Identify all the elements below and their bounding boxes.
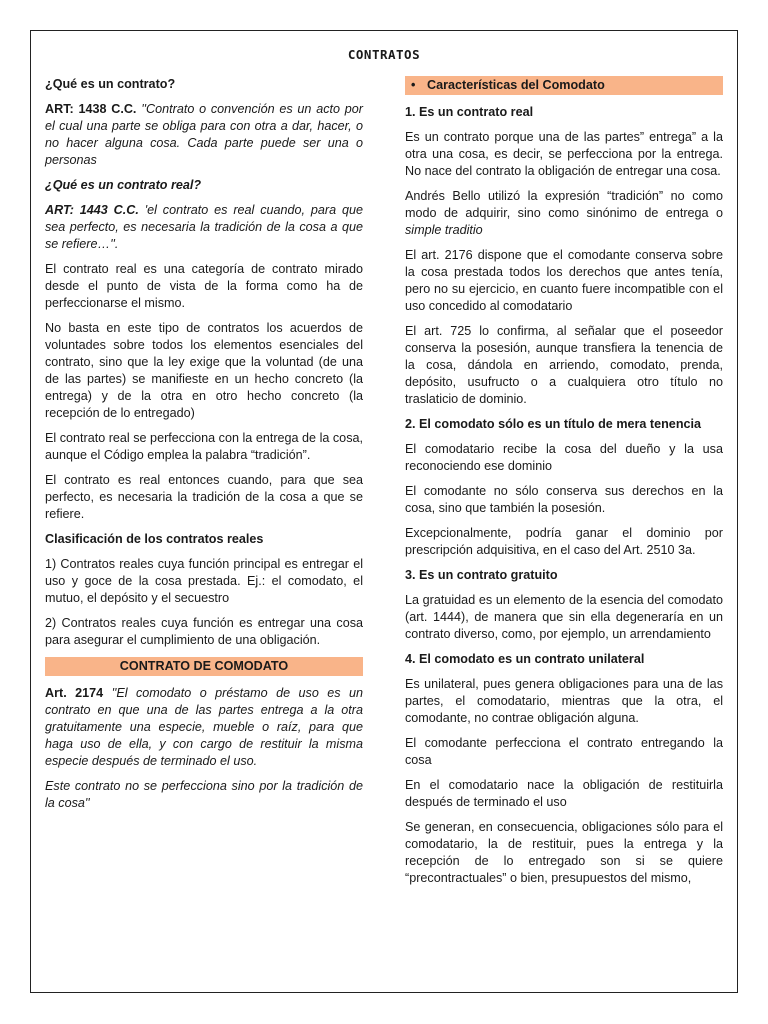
classification-heading: Clasificación de los contratos reales (45, 532, 264, 546)
characteristics-banner-label: Características del Comodato (427, 78, 605, 92)
paragraph-real-contract-category: El contrato real es una categoría de contrato mirado desde el punto de vista de la forma como ha de perfeccionarse el mismo. (45, 262, 363, 310)
characteristic-2-heading: 2. El comodato sólo es un título de mera tenencia (405, 417, 702, 431)
classification-item-2: 2) Contratos reales cuya función es entregar una cosa para asegurar el cumplimiento de una obligación. (45, 616, 363, 647)
characteristic-4-paragraph-4: Se generan, en consecuencia, obligaciones sólo para el comodatario, la de restituir, pues la entrega y la recepción de lo entregado son si se quiere “precontractuales” o bien, presupuestos del mismo, (405, 820, 723, 885)
comodato-banner: CONTRATO DE COMODATO (45, 657, 363, 676)
characteristics-banner (405, 76, 723, 95)
paragraph-perfection: El contrato real se perfecciona con la entrega de la cosa, aunque el Código emplea la palabra “tradición”. (45, 431, 363, 462)
question-what-is-contract: ¿Qué es un contrato? (45, 77, 176, 91)
characteristic-1-paragraph-3: El art. 2176 dispone que el comodante conserva sobre la cosa prestada todos los derechos que antes tenía, pero no su ejercicio, en cuanto fuere incompatible con el uso concedido al comodatario (405, 248, 723, 313)
characteristic-4-paragraph-2: El comodante perfecciona el contrato entregando la cosa (405, 736, 723, 767)
characteristic-1-paragraph-2 (405, 188, 723, 239)
characteristic-1-paragraph-2-italic: simple traditio (405, 223, 483, 237)
characteristic-2-paragraph-2: El comodante no sólo conserva sus derechos en la cosa, sino que también la posesión. (405, 484, 723, 515)
article-1438-text: ''Contrato o convención es un acto por el cual una parte se obliga para con otra a dar, hacer, o no hacer alguna cosa. Cada parte puede ser una o personas (45, 102, 363, 167)
characteristic-4-heading: 4. El comodato es un contrato unilateral (405, 652, 645, 666)
article-1443 (45, 202, 363, 253)
characteristic-1-paragraph-1: Es un contrato porque una de las partes” entrega” a la otra una cosa, es decir, se perfecciona por la entrega. No nace del contrato la obligación de entregar una cosa. (405, 130, 723, 178)
article-2174 (45, 685, 363, 770)
article-1438-ref: ART: 1438 C.C. (45, 102, 137, 116)
document-title: CONTRATOS (347, 47, 421, 62)
paragraph-agreements: No basta en este tipo de contratos los acuerdos de voluntades sobre todos los elementos esenciales del contrato, sino que la ley exige que la voluntad (de una de las partes) se manifieste en un hecho concreto (la entrega) y de la otra en otro hecho concreto (la recepción de lo entregado) (45, 321, 363, 420)
classification-item-1: 1) Contratos reales cuya función principal es entregar el uso y goce de la cosa prestada. Ej.: el comodato, el mutuo, el depósito y el secuestro (45, 557, 363, 605)
article-1443-ref: ART: 1443 C.C. (45, 203, 139, 217)
characteristic-2-paragraph-3: Excepcionalmente, podría ganar el dominio por prescripción adquisitiva, en el caso del Art. 2510 3a. (405, 526, 723, 557)
bullet-icon: • (411, 78, 416, 92)
article-2174-text: ''El comodato o préstamo de uso es un contrato en que una de las partes entrega a la otra gratuitamente una especie, mueble o raíz, para que haga uso de ella, y con cargo de restituir la misma especie después de terminado el uso. (45, 686, 363, 768)
characteristic-2-paragraph-1: El comodatario recibe la cosa del dueño y la usa reconociendo ese dominio (405, 442, 723, 473)
article-1438 (45, 101, 363, 169)
paragraph-real-definition: El contrato es real entonces cuando, para que sea perfecto, es necesaria la tradición de la cosa a que se refiere. (45, 473, 363, 521)
characteristic-4-paragraph-3: En el comodatario nace la obligación de restituirla después de terminado el uso (405, 778, 723, 809)
characteristic-3-heading: 3. Es un contrato gratuito (405, 568, 558, 582)
left-column (45, 76, 363, 820)
article-2174-ref: Art. 2174 (45, 686, 104, 700)
characteristic-1-paragraph-2-text: Andrés Bello utilizó la expresión “tradición” no como modo de adquirir, sino como sinónimo de entrega o (405, 189, 723, 220)
question-real-contract: ¿Qué es un contrato real? (45, 178, 202, 192)
characteristic-4-paragraph-1: Es unilateral, pues genera obligaciones para una de las partes, el comodatario, mientras que la otra, el comodante, no contrae obligación alguna. (405, 677, 723, 725)
right-column (405, 76, 723, 895)
paragraph-tradition: Este contrato no se perfecciona sino por la tradición de la cosa'' (45, 779, 363, 810)
article-1443-text: 'el contrato es real cuando, para que sea perfecto, es necesaria la tradición de la cosa a que se refiere…''. (45, 203, 363, 251)
characteristic-1-heading: 1. Es un contrato real (405, 105, 534, 119)
characteristic-3-paragraph-1: La gratuidad es un elemento de la esencia del comodato (art. 1444), de manera que sin ella degeneraría en un contrato diverso, como, por ejemplo, un arrendamiento (405, 593, 723, 641)
characteristic-1-paragraph-4: El art. 725 lo confirma, al señalar que el poseedor conserva la posesión, aunque transfiera la tenencia de la cosa, dándola en arriendo, comodato, prenda, depósito, usufructo o a cualquiera otro título no traslaticio de dominio. (405, 324, 723, 406)
